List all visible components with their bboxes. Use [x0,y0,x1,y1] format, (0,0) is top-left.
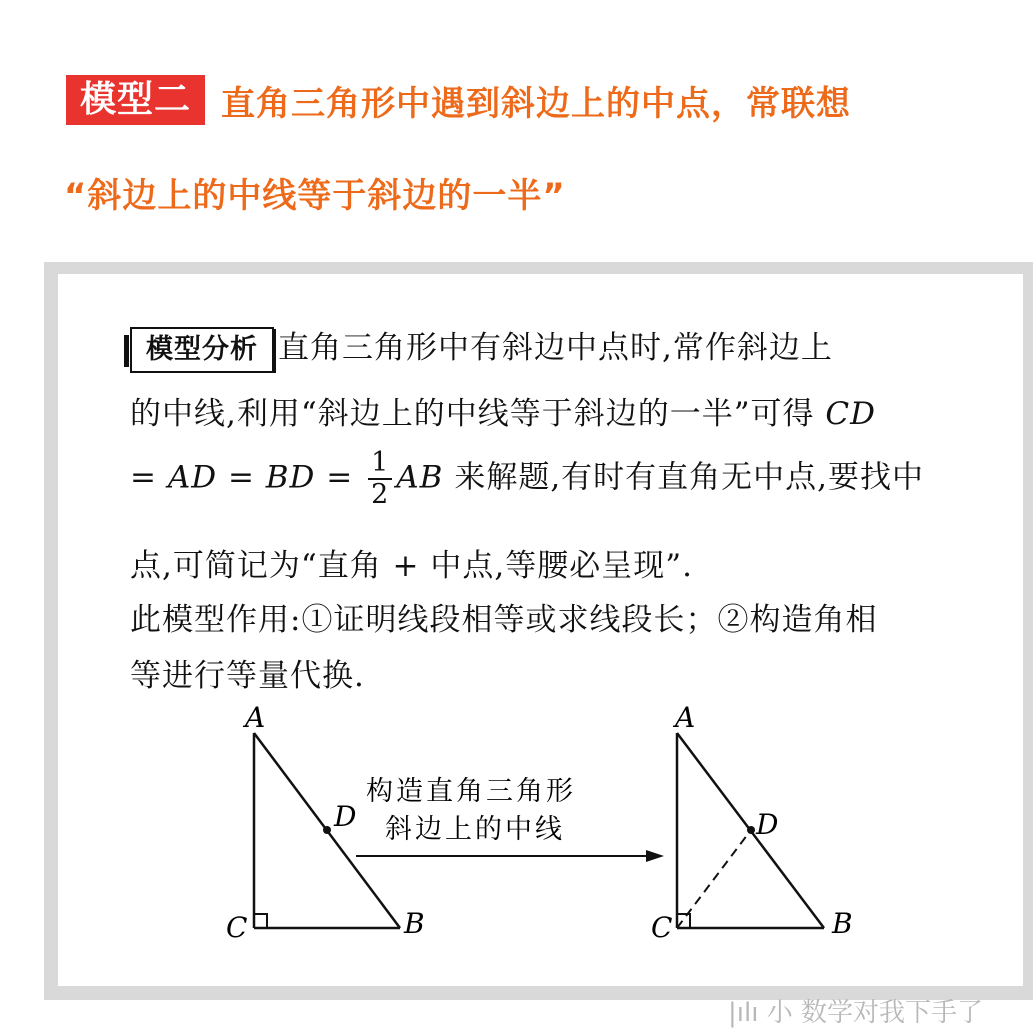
analysis-line-5: 此模型作用:①证明线段相等或求线段长；②构造角相 [130,602,878,638]
var-ad: AD [167,459,218,496]
eq-sign: = [315,459,365,496]
left-label-d: D [334,800,357,833]
model-badge: 模型二 [66,75,205,125]
right-label-a: A [675,701,696,734]
analysis-text-3: 来解题,有时有直角无中点,要找中 [443,459,925,496]
arrow-caption-1: 构造直角三角形 [366,776,576,807]
right-label-b: B [832,907,853,940]
heading-subtitle: “斜边上的中线等于斜边的一半” [64,176,566,216]
left-label-c: C [226,911,248,944]
left-label-b: B [404,907,425,940]
left-midpoint-d [323,826,331,834]
analysis-line-6: 等进行等量代换. [130,658,365,694]
eq-sign: = [217,459,266,496]
right-label-c: C [651,911,673,944]
median-cd-dashed [677,830,751,928]
eq-sign: = [130,459,168,496]
analysis-label: 模型分析 [130,327,274,373]
var-cd: CD [825,396,876,432]
arrow-head-icon [646,850,664,862]
heading-title: 直角三角形中遇到斜边上的中点，常联想 [221,83,852,124]
analysis-text-2: 的中线,利用“斜边上的中线等于斜边的一半”可得 [130,396,826,432]
var-bd: BD [265,459,316,496]
fraction-numerator: 1 [368,448,392,480]
right-label-d: D [756,808,779,841]
fraction-denominator: 2 [371,479,390,510]
right-midpoint-d [747,826,755,834]
analysis-text-1: 直角三角形中有斜边中点时,常作斜边上 [278,330,833,366]
watermark: |ılı 小 数学对我下手了 [728,998,983,1028]
arrow-caption-2: 斜边上的中线 [385,814,565,845]
var-ab: AB [396,459,444,496]
analysis-line-4: 点,可简记为“直角 + 中点,等腰必呈现”. [130,548,693,584]
left-label-a: A [245,701,266,734]
